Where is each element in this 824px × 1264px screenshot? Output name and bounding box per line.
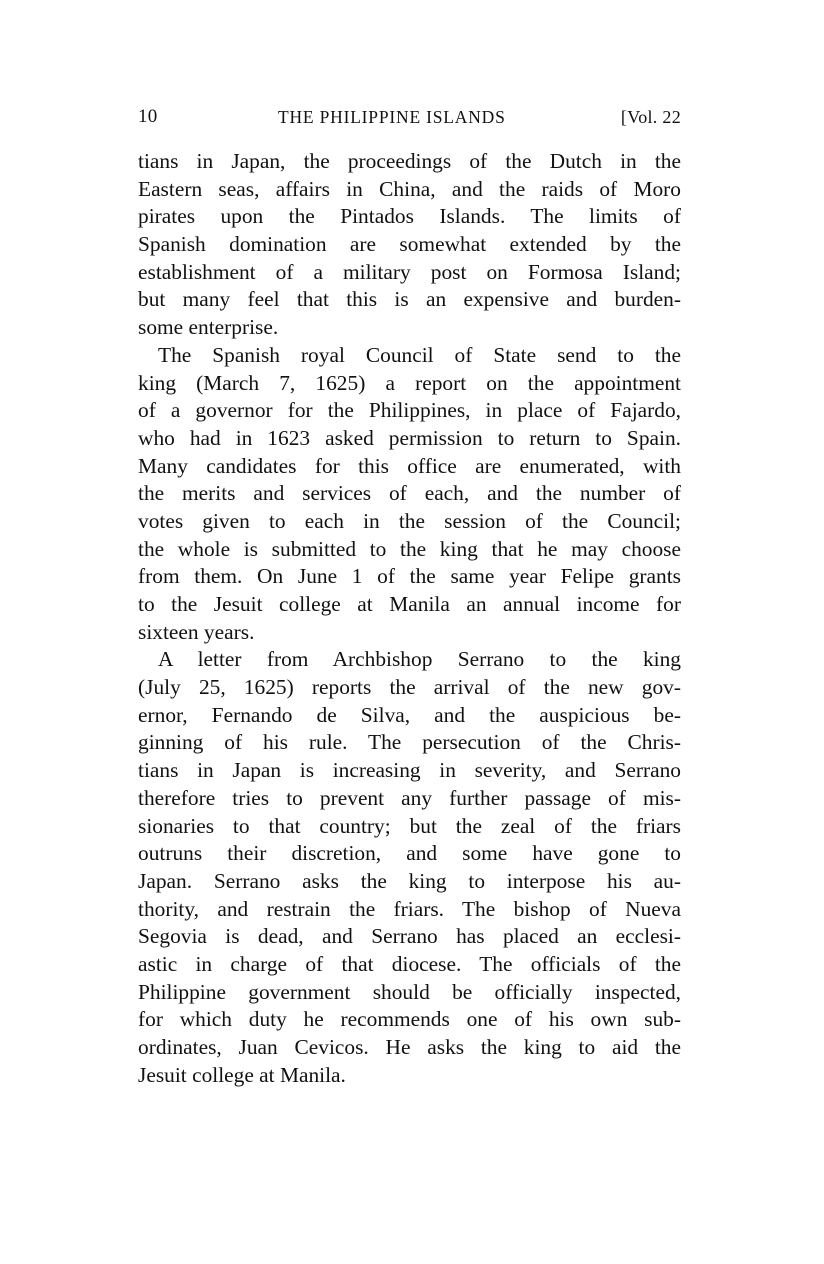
text-line: ernor, Fernando de Silva, and the auspicious be- xyxy=(138,702,681,727)
body-text xyxy=(138,148,681,1089)
text-line: Spanish domination are somewhat extended by the xyxy=(138,232,681,257)
text-line: outruns their discretion, and some have gone to xyxy=(138,841,681,866)
text-line: king (March 7, 1625) a report on the appointment xyxy=(138,370,681,395)
text-line: Eastern seas, affairs in China, and the raids of Moro xyxy=(138,176,681,201)
text-line: A letter from Archbishop Serrano to the king xyxy=(158,647,681,672)
text-line: thority, and restrain the friars. The bishop of Nueva xyxy=(138,896,681,921)
text-line: Segovia is dead, and Serrano has placed an ecclesi- xyxy=(138,924,681,949)
text-line: Japan. Serrano asks the king to interpose his au- xyxy=(138,868,681,893)
text-line: but many feel that this is an expensive and burden- xyxy=(138,287,681,312)
text-line: Many candidates for this office are enumerated, with xyxy=(138,453,681,478)
text-line: establishment of a military post on Formosa Island; xyxy=(138,259,681,284)
paragraph xyxy=(138,646,681,1089)
text-line: tians in Japan is increasing in severity, and Serrano xyxy=(138,758,681,783)
page-number: 10 xyxy=(138,106,158,127)
text-line: to the Jesuit college at Manila an annual income for xyxy=(138,592,681,616)
text-line: who had in 1623 asked permission to return to Spain. xyxy=(138,425,681,450)
text-line: (July 25, 1625) reports the arrival of the new gov- xyxy=(138,675,681,700)
text-line: Philippine government should be officially inspected, xyxy=(138,979,681,1004)
text-line: sixteen years. xyxy=(138,619,255,644)
running-title: THE PHILIPPINE ISLANDS xyxy=(278,107,506,127)
text-line: astic in charge of that diocese. The officials of the xyxy=(138,951,681,976)
text-line: Jesuit college at Manila. xyxy=(138,1062,346,1087)
text-line: sionaries to that country; but the zeal of the friars xyxy=(138,813,681,838)
text-line: the merits and services of each, and the number of xyxy=(138,481,681,506)
volume-label: [Vol. 22 xyxy=(620,107,681,127)
text-line: ginning of his rule. The persecution of the Chris- xyxy=(138,730,681,755)
text-line: some enterprise. xyxy=(138,315,279,340)
text-line: tians in Japan, the proceedings of the Dutch in the xyxy=(138,149,681,173)
text-line: for which duty he recommends one of his own sub- xyxy=(138,1007,681,1032)
text-line: of a governor for the Philippines, in place of Fajardo, xyxy=(138,398,681,423)
paragraph xyxy=(138,342,681,647)
text-line: from them. On June 1 of the same year Felipe grants xyxy=(138,564,681,589)
text-line: therefore tries to prevent any further passage of mis- xyxy=(138,785,681,810)
running-head xyxy=(138,104,681,130)
paragraph xyxy=(138,148,681,342)
text-line: The Spanish royal Council of State send to the xyxy=(158,342,681,367)
text-line: the whole is submitted to the king that he may choose xyxy=(138,536,681,561)
text-line: pirates upon the Pintados Islands. The limits of xyxy=(138,204,681,229)
text-line: ordinates, Juan Cevicos. He asks the king to aid the xyxy=(138,1035,681,1059)
text-line: votes given to each in the session of the Council; xyxy=(138,508,681,533)
